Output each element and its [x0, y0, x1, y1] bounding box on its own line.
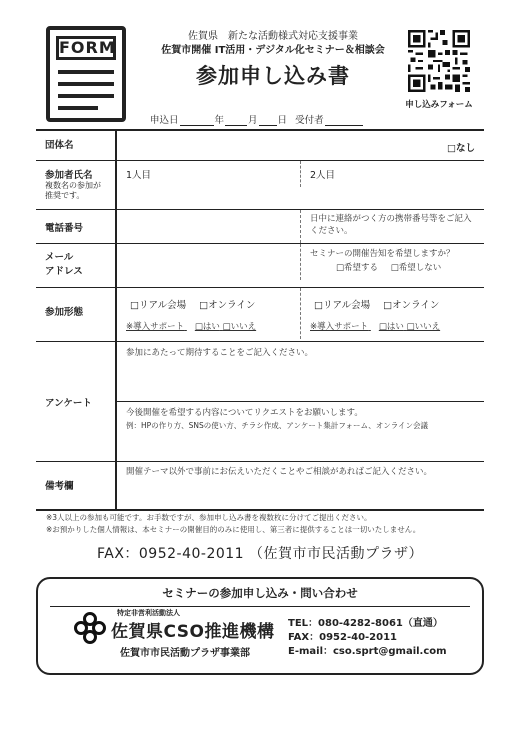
organization-type: 特定非営利活動法人: [117, 609, 180, 617]
p2-venue-checkbox[interactable]: □リアル会場: [314, 300, 371, 311]
row-phone: [36, 210, 484, 244]
mail-fields: [116, 244, 484, 288]
group-label: 団体名: [36, 130, 116, 161]
organization-logo-icon: [72, 610, 108, 646]
form-document-icon: [46, 26, 126, 122]
row-remarks: [36, 462, 484, 510]
organization-department: 佐賀市市民活動プラザ事業部: [120, 648, 250, 659]
form-icon-label: FORM: [56, 36, 116, 60]
mail-label-line2: アドレス: [45, 266, 83, 277]
phone-note: 日中に連絡がつく方の携帯番号等をご記入ください。: [300, 210, 484, 243]
participant-2-label: 2人目: [310, 170, 336, 181]
phone-field[interactable]: [117, 210, 300, 243]
fax-submission-line: FAX：0952-40-2011 （佐賀市市民活動プラザ）: [96, 546, 424, 562]
newsletter-question: セミナーの開催告知を希望しますか？: [310, 249, 455, 259]
contact-email[interactable]: E-mail：cso.sprt@gmail.com: [288, 646, 447, 657]
p2-support-yes-checkbox[interactable]: □はい: [378, 322, 404, 332]
format-fields: [116, 288, 484, 342]
survey-label: アンケート: [36, 342, 116, 462]
survey-question-1: 参加にあたって期待することをご記入ください。: [126, 348, 314, 358]
form-icon-line: [58, 82, 114, 86]
year-field[interactable]: [180, 116, 214, 126]
contact-fax: FAX：0952-40-2011: [288, 632, 398, 643]
survey-requests-field[interactable]: [117, 402, 484, 461]
phone-label: 電話番号: [36, 210, 116, 244]
row-format: [36, 288, 484, 342]
no-group-checkbox[interactable]: □なし: [447, 143, 475, 154]
p1-online-checkbox[interactable]: □オンライン: [199, 300, 256, 311]
newsletter-no-checkbox[interactable]: □希望しない: [390, 263, 442, 273]
mail-label-line1: メール: [45, 252, 74, 263]
receiver-field[interactable]: [325, 116, 363, 126]
header-subtitle-program: 佐賀県 新たな活動様式対応支援事業: [188, 31, 358, 42]
row-group: [36, 130, 484, 161]
apply-date-label: 申込日: [150, 115, 179, 126]
contact-box: [36, 577, 484, 675]
p2-support-no-checkbox[interactable]: □いいえ: [406, 322, 441, 332]
participants-note: 複数名の参加が推奨です。: [45, 181, 101, 200]
p1-support-label: ※導入サポート: [126, 322, 185, 332]
mail-label-cell: [36, 244, 116, 288]
survey-question-2-example: 例：HPの作り方、SNSの使い方、チラシ作成、アンケート集計フォーム、オンライン会議: [126, 421, 428, 430]
receiver-label: 受付者: [295, 115, 324, 126]
remarks-note: 開催テーマ以外で事前にお伝えいただくことやご相談があればご記入ください。: [126, 467, 433, 477]
group-field[interactable]: [116, 130, 484, 161]
form-icon-line: [58, 106, 98, 110]
participants-label-cell: [36, 161, 116, 210]
p2-support-label: ※導入サポート: [310, 322, 369, 332]
participant-1-field[interactable]: [117, 161, 300, 187]
participants-fields: [116, 161, 484, 210]
remarks-field[interactable]: [116, 462, 484, 510]
qr-code-icon[interactable]: [408, 30, 470, 92]
p2-online-checkbox[interactable]: □オンライン: [383, 300, 440, 311]
survey-expectations-field[interactable]: [117, 342, 484, 402]
row-mail: [36, 244, 484, 288]
year-label: 年: [214, 115, 225, 126]
row-participants: [36, 161, 484, 210]
p1-support-yes-checkbox[interactable]: □はい: [194, 322, 220, 332]
newsletter-yes-checkbox[interactable]: □希望する: [336, 263, 379, 273]
survey-question-2: 今後開催を希望する内容についてリクエストをお願いします。: [126, 408, 363, 418]
mail-field[interactable]: [117, 244, 300, 280]
phone-fields: [116, 210, 484, 244]
qr-code-label: 申し込みフォーム: [405, 100, 473, 110]
day-label: 日: [277, 115, 288, 126]
application-form-table: [36, 129, 484, 511]
notes: [46, 512, 420, 536]
survey-fields: [116, 342, 484, 462]
contact-info: [288, 617, 447, 659]
p1-support-no-checkbox[interactable]: □いいえ: [222, 322, 257, 332]
remarks-label: 備考欄: [36, 462, 116, 510]
note-line: ※3人以上の参加も可能です。お手数ですが、参加申し込み書を複数枚に分けてご提出ください。: [46, 513, 372, 522]
note-line: ※お預かりした個人情報は、本セミナーの開催目的のみに使用し、第三者に提供することは一切いたしません。: [46, 525, 421, 534]
day-field[interactable]: [259, 116, 277, 126]
page-title: 参加申し込み書: [196, 64, 350, 88]
contact-divider: [50, 606, 470, 607]
p1-venue-checkbox[interactable]: □リアル会場: [130, 300, 187, 311]
header-subtitle-seminar: 佐賀市開催 IT活用・デジタル化セミナー＆相談会: [161, 45, 385, 56]
contact-tel[interactable]: TEL：080-4282-8061（直通）: [288, 618, 443, 629]
format-label: 参加形態: [36, 288, 116, 342]
application-date-line: [150, 112, 364, 126]
participants-label: 参加者氏名: [45, 170, 93, 181]
form-icon-line: [58, 94, 114, 98]
organization-name: 佐賀県CSO推進機構: [111, 622, 275, 642]
form-icon-line: [58, 70, 114, 74]
contact-title: セミナーの参加申し込み・問い合わせ: [162, 586, 358, 600]
participant-1-label: 1人目: [126, 170, 152, 181]
row-survey: [36, 342, 484, 462]
participant-2-field[interactable]: [300, 161, 484, 187]
month-field[interactable]: [225, 116, 247, 126]
month-label: 月: [248, 115, 258, 126]
